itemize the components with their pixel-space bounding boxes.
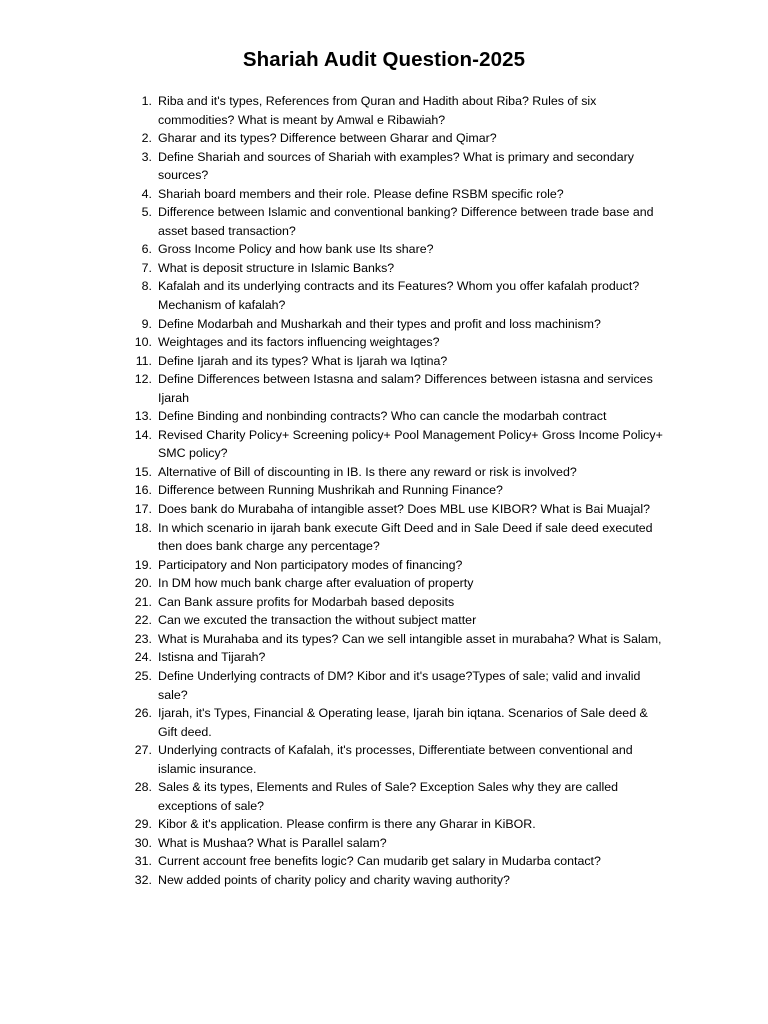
question-item [124, 426, 664, 463]
question-item [124, 741, 664, 778]
question-item [124, 277, 664, 314]
question-item [124, 203, 664, 240]
question-text: Gross Income Policy and how bank use Its share? [158, 242, 434, 257]
question-text: Revised Charity Policy+ Screening policy+ Pool Management Policy+ Gross Income Policy+ SMC policy? [158, 427, 663, 461]
question-text: Define Binding and nonbinding contracts? Who can cancle the modarbah contract [158, 409, 607, 424]
question-item [124, 315, 664, 334]
question-item [124, 240, 664, 259]
question-text: In DM how much bank charge after evaluation of property [158, 576, 474, 591]
question-number: 8. [141, 279, 152, 294]
question-text: New added points of charity policy and charity waving authority? [158, 872, 510, 887]
question-number: 20. [134, 576, 152, 591]
question-number: 30. [134, 835, 152, 850]
question-number: 1. [141, 94, 152, 108]
question-text: Underlying contracts of Kafalah, it's processes, Differentiate between conventional and islamic insurance. [158, 743, 633, 776]
question-item [124, 778, 664, 815]
question-number: 11. [135, 353, 152, 368]
question-text: Riba and it's types, References from Quran and Hadith about Riba? Rules of six commodities? What is meant by Amwal e Ribawiah? [158, 94, 597, 127]
question-item [124, 704, 664, 741]
question-item [124, 333, 664, 352]
question-number: 25. [134, 668, 152, 683]
question-text: Kafalah and its underlying contracts and its Features? Whom you offer kafalah product? Mechanism of kafalah? [158, 279, 640, 313]
question-number: 3. [141, 149, 152, 164]
page-title: Shariah Audit Question-2025 [242, 48, 526, 71]
question-text: Can Bank assure profits for Modarbah based deposits [158, 594, 455, 609]
question-number: 2. [141, 131, 152, 146]
question-item [124, 630, 664, 649]
question-item [124, 148, 664, 185]
question-number: 9. [141, 316, 152, 331]
question-text: Define Underlying contracts of DM? Kibor and it's usage?Types of sale; valid and invalid sale? [158, 668, 641, 702]
question-item [124, 407, 664, 426]
question-text: Define Differences between Istasna and salam? Differences between istasna and services Ijarah [158, 372, 653, 405]
question-item [124, 574, 664, 593]
question-number: 5. [141, 205, 152, 220]
question-text: Participatory and Non participatory modes of financing? [158, 557, 463, 572]
question-number: 16. [134, 483, 152, 498]
question-item [124, 370, 664, 407]
question-text: Current account free benefits logic? Can mudarib get salary in Mudarba contact? [158, 854, 601, 869]
question-text: Difference between Running Mushrikah and Running Finance? [158, 483, 503, 498]
question-text: What is Mushaa? What is Parallel salam? [158, 835, 387, 850]
question-number: 28. [134, 780, 152, 795]
question-item [124, 481, 664, 500]
question-text: Does bank do Murabaha of intangible asset? Does MBL use KIBOR? What is Bai Muajal? [158, 502, 650, 517]
question-number: 14. [134, 427, 152, 442]
question-item [124, 611, 664, 630]
question-item [124, 129, 664, 148]
question-item [124, 92, 664, 129]
question-item [124, 259, 664, 278]
question-item [124, 500, 664, 519]
question-number: 31. [134, 854, 152, 869]
question-item [124, 593, 664, 612]
question-text: Kibor & it's application. Please confirm is there any Gharar in KiBOR. [158, 817, 536, 832]
question-text: Difference between Islamic and conventional banking? Difference between trade base and asset based transaction? [158, 205, 654, 238]
question-item [124, 185, 664, 204]
question-item [124, 667, 664, 704]
question-item [124, 519, 664, 556]
question-text: In which scenario in ijarah bank execute Gift Deed and in Sale Deed if sale deed executed then does bank charge any percentage? [158, 520, 653, 554]
question-number: 23. [134, 631, 152, 646]
question-text: Istisna and Tijarah? [158, 650, 266, 665]
question-text: Ijarah, it's Types, Financial & Operating lease, Ijarah bin iqtana. Scenarios of Sale deed & Gift deed. [158, 706, 648, 739]
question-item [124, 648, 664, 667]
question-number: 4. [141, 186, 152, 201]
question-number: 24. [134, 650, 152, 665]
question-number: 18. [134, 520, 152, 535]
question-text: Define Modarbah and Musharkah and their types and profit and loss machinism? [158, 316, 601, 331]
question-number: 27. [134, 743, 152, 758]
question-number: 21. [134, 594, 152, 609]
question-number: 32. [134, 872, 152, 887]
question-number: 26. [134, 706, 152, 721]
question-item [124, 834, 664, 853]
question-list [124, 92, 664, 890]
question-number: 13. [134, 409, 152, 424]
question-item [124, 463, 664, 482]
question-text: Shariah board members and their role. Please define RSBM specific role? [158, 186, 564, 201]
question-text: Weightages and its factors influencing weightages? [158, 335, 440, 350]
question-text: Can we excuted the transaction the without subject matter [158, 613, 477, 628]
question-text: Alternative of Bill of discounting in IB. Is there any reward or risk is involved? [158, 464, 577, 479]
question-number: 6. [141, 242, 152, 257]
question-number: 7. [141, 260, 152, 275]
question-item [124, 556, 664, 575]
question-number: 10. [134, 335, 152, 350]
question-text: Define Ijarah and its types? What is Ijarah wa Iqtina? [158, 353, 448, 368]
question-number: 12. [134, 372, 152, 387]
question-item [124, 871, 664, 890]
question-number: 15. [134, 464, 152, 479]
question-number: 22. [134, 613, 152, 628]
question-item [124, 852, 664, 871]
question-text: Gharar and its types? Difference between Gharar and Qimar? [158, 131, 497, 146]
question-text: Define Shariah and sources of Shariah with examples? What is primary and secondary sources? [158, 149, 634, 183]
question-text: Sales & its types, Elements and Rules of Sale? Exception Sales why they are called exceptions of sale? [158, 780, 619, 813]
question-number: 19. [134, 557, 152, 572]
question-text: What is Murahaba and its types? Can we sell intangible asset in murabaha? What is Salam, [158, 631, 662, 646]
question-text: What is deposit structure in Islamic Banks? [158, 260, 395, 275]
question-number: 29. [134, 817, 152, 832]
question-item [124, 815, 664, 834]
question-item [124, 352, 664, 371]
question-number: 17. [134, 502, 152, 517]
